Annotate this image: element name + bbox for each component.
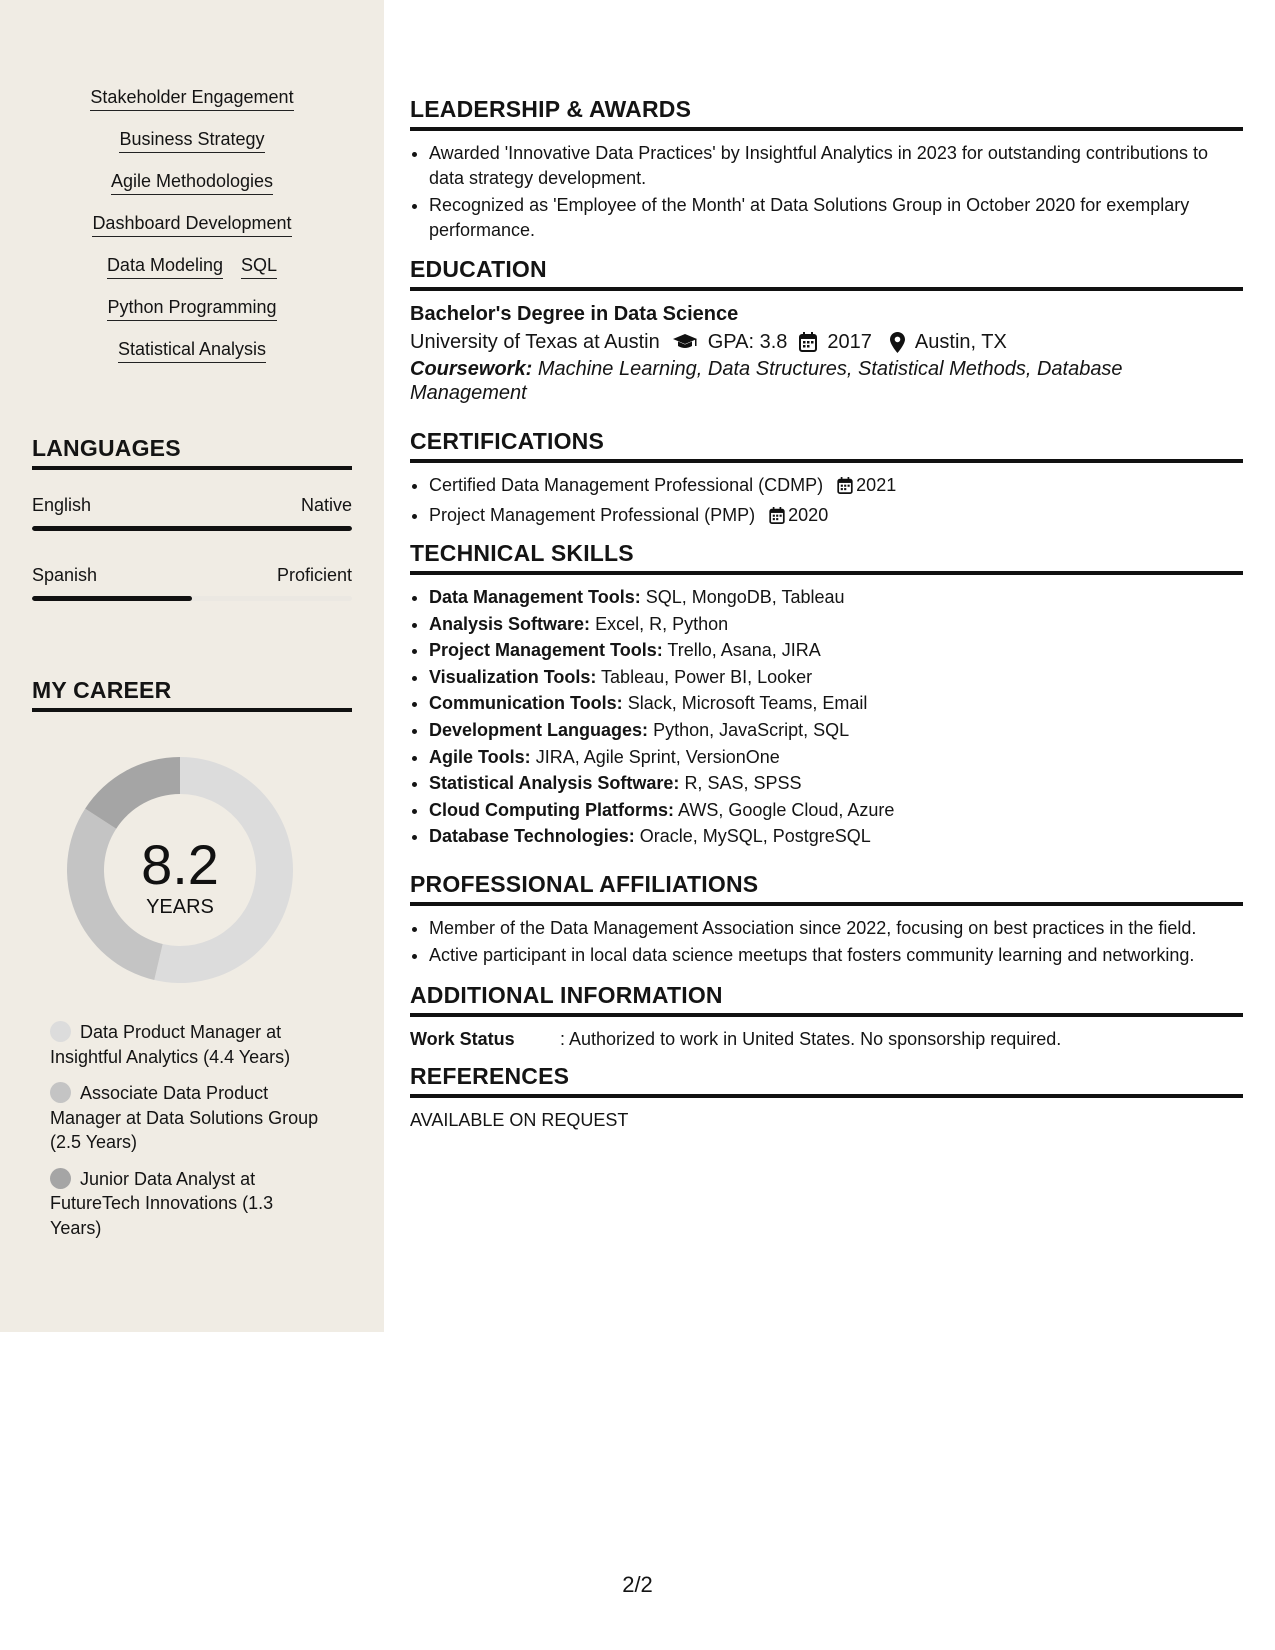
skill-label: Database Technologies: (429, 826, 635, 847)
skill-label: Project Management Tools: (429, 640, 663, 661)
skill-value: Slack, Microsoft Teams, Email (627, 693, 868, 714)
list-item (429, 612, 1243, 637)
skill-label: Statistical Analysis Software: (429, 773, 680, 794)
skill-value: R, SAS, SPSS (684, 773, 802, 794)
info-row (410, 1027, 1243, 1051)
career-text: Associate Data Product Manager at Data Solutions Group (2.5 Years) (50, 1083, 319, 1152)
certifications-section (410, 428, 1243, 533)
language-bar-fill (32, 526, 352, 531)
skill-tag: SQL (241, 254, 277, 279)
career-dot (50, 1082, 71, 1103)
leadership-heading: LEADERSHIP & AWARDS (410, 96, 1243, 131)
list-item: • Member of the Data Management Association since 2022, focusing on best practices in the field. (429, 916, 1243, 941)
skill-label: Cloud Computing Platforms: (429, 799, 674, 820)
skill-label: Agile Tools: (429, 746, 531, 767)
career-item (50, 1081, 320, 1155)
career-dot (50, 1168, 71, 1189)
certification-name: Certified Data Management Professional (CDMP) (429, 475, 824, 495)
skill-label: Visualization Tools: (429, 666, 597, 687)
calendar-icon (799, 332, 817, 352)
certification-name: Project Management Professional (PMP) (429, 505, 756, 525)
skill-tag: Data Modeling (107, 254, 223, 279)
skill-tag: Python Programming (107, 296, 276, 321)
technical-skills-heading: TECHNICAL SKILLS (410, 540, 1243, 575)
skill-label: Development Languages: (429, 719, 649, 740)
references-text: AVAILABLE ON REQUEST (410, 1110, 629, 1130)
info-value: : Authorized to work in United States. No sponsorship required. (560, 1029, 1062, 1049)
coursework-list: Machine Learning, Data Structures, Statistical Methods, Database Management (410, 358, 1123, 404)
main-content (410, 0, 1243, 1332)
language-bar-fill (32, 596, 192, 601)
skill-tag: Agile Methodologies (111, 170, 273, 195)
skill-value: JIRA, Agile Sprint, VersionOne (535, 746, 780, 767)
calendar-icon (769, 506, 785, 531)
career-total: 8.2 (141, 833, 219, 896)
list-item (429, 798, 1243, 823)
career-item (50, 1167, 320, 1241)
education-details (410, 327, 1243, 357)
language-bar (32, 526, 352, 531)
affiliations-section (410, 871, 1243, 970)
map-pin-icon (890, 332, 905, 353)
list-item: • Awarded 'Innovative Data Practices' by Insightful Analytics in 2023 for outstanding contributions to data strategy development. (429, 141, 1243, 191)
list-item (429, 771, 1243, 796)
list-item (429, 473, 1243, 501)
career-dot (50, 1021, 71, 1042)
skill-tag: Stakeholder Engagement (90, 86, 293, 111)
language-level: Proficient (276, 565, 352, 585)
skill-tag: Dashboard Development (92, 212, 291, 237)
skill-label: Analysis Software: (429, 613, 591, 634)
career-heading: MY CAREER (32, 677, 352, 712)
skill-value: Excel, R, Python (595, 613, 729, 634)
education-section (410, 256, 1243, 405)
skill-value: Python, JavaScript, SQL (653, 719, 850, 740)
list-item (429, 638, 1243, 663)
list-item: • Recognized as 'Employee of the Month' at Data Solutions Group in October 2020 for exemplary performance. (429, 193, 1243, 243)
education-year: 2017 (827, 331, 872, 353)
language-bar (32, 596, 352, 601)
page-number: 2/2 (622, 1572, 653, 1597)
languages-heading: LANGUAGES (32, 435, 352, 470)
list-item (429, 718, 1243, 743)
sidebar (0, 0, 384, 1332)
graduation-cap-icon (672, 332, 698, 352)
skill-label: Communication Tools: (429, 693, 623, 714)
skill-value: SQL, MongoDB, Tableau (645, 587, 845, 607)
calendar-icon (837, 476, 853, 501)
education-location: Austin, TX (914, 331, 1007, 353)
career-text: Junior Data Analyst at FutureTech Innovations (1.3 Years) (50, 1168, 274, 1238)
skill-value: Tableau, Power BI, Looker (601, 666, 813, 687)
skill-tag: Business Strategy (119, 128, 264, 153)
certifications-heading: CERTIFICATIONS (410, 428, 1243, 463)
certification-year: 2020 (788, 505, 829, 525)
career-text: Data Product Manager at Insightful Analytics (4.4 Years) (50, 1022, 291, 1067)
info-key: Work Status (410, 1029, 515, 1049)
coursework-label: Coursework: (410, 358, 533, 380)
list-item (429, 503, 1243, 531)
additional-info-heading: ADDITIONAL INFORMATION (410, 982, 1243, 1017)
career-item (50, 1020, 320, 1069)
affiliations-heading: PROFESSIONAL AFFILIATIONS (410, 871, 1243, 906)
education-school: University of Texas at Austin (410, 331, 660, 353)
language-name: Spanish (32, 565, 98, 585)
skill-value: Trello, Asana, JIRA (667, 640, 821, 661)
additional-info-section (410, 982, 1243, 1051)
list-item (429, 691, 1243, 716)
list-item: • Active participant in local data science meetups that fosters community learning and networking. (429, 943, 1243, 968)
references-section (410, 1063, 1243, 1132)
leadership-section (410, 96, 1243, 245)
technical-skills-section (410, 540, 1243, 851)
career-unit: YEARS (146, 896, 214, 918)
list-item (429, 665, 1243, 690)
certification-year: 2021 (856, 475, 897, 495)
language-english (32, 494, 352, 531)
education-coursework (410, 357, 1243, 405)
list-item (429, 745, 1243, 770)
list-item (429, 824, 1243, 849)
skill-label: Data Management Tools: (429, 587, 641, 607)
career-list (50, 1020, 320, 1252)
references-heading: REFERENCES (410, 1063, 1243, 1098)
skill-tag: Statistical Analysis (118, 338, 266, 363)
skill-tags (32, 86, 352, 380)
list-item (429, 585, 1243, 610)
career-donut-chart (66, 756, 294, 984)
education-gpa: GPA: 3.8 (707, 331, 788, 353)
language-level: Native (300, 495, 352, 515)
language-spanish (32, 564, 352, 601)
education-heading: EDUCATION (410, 256, 1243, 291)
skill-value: Oracle, MySQL, PostgreSQL (639, 826, 871, 847)
language-name: English (32, 495, 92, 515)
skill-value: AWS, Google Cloud, Azure (678, 799, 895, 820)
education-degree: Bachelor's Degree in Data Science (410, 303, 739, 325)
